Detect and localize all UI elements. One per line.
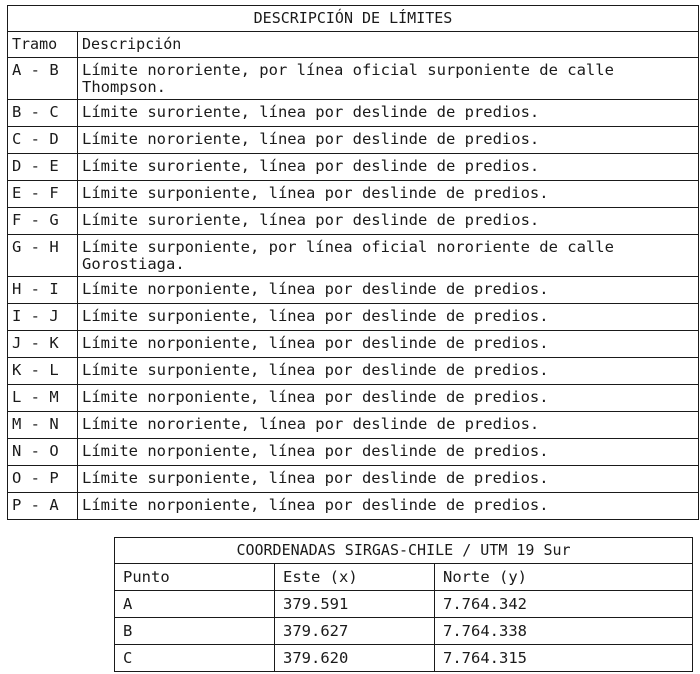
limits-row	[8, 331, 699, 358]
limits-row	[8, 493, 699, 520]
punto-cell: C	[115, 645, 275, 672]
header-norte: Norte (y)	[435, 564, 693, 591]
limits-table	[7, 5, 699, 520]
limits-row	[8, 277, 699, 304]
descripcion-cell: Límite nororiente, línea por deslinde de predios.	[78, 127, 699, 154]
coordinates-row	[115, 591, 693, 618]
limits-row	[8, 439, 699, 466]
tramo-cell: N - O	[8, 439, 78, 466]
descripcion-cell: Límite surponiente, por línea oficial nororiente de calle Gorostiaga.	[78, 235, 699, 277]
coordinates-row	[115, 645, 693, 672]
este-cell: 379.620	[275, 645, 435, 672]
limits-row	[8, 385, 699, 412]
limits-row	[8, 412, 699, 439]
limits-row	[8, 358, 699, 385]
limits-title: DESCRIPCIÓN DE LÍMITES	[8, 6, 699, 32]
limits-row	[8, 208, 699, 235]
tramo-cell: D - E	[8, 154, 78, 181]
coordinates-title-row	[115, 538, 693, 564]
tramo-cell: H - I	[8, 277, 78, 304]
tramo-cell: J - K	[8, 331, 78, 358]
limits-row	[8, 304, 699, 331]
descripcion-cell: Límite norponiente, línea por deslinde de predios.	[78, 385, 699, 412]
punto-cell: A	[115, 591, 275, 618]
tramo-cell: F - G	[8, 208, 78, 235]
tramo-cell: O - P	[8, 466, 78, 493]
norte-cell: 7.764.342	[435, 591, 693, 618]
descripcion-cell: Límite suroriente, línea por deslinde de predios.	[78, 154, 699, 181]
descripcion-cell: Límite suroriente, línea por deslinde de predios.	[78, 100, 699, 127]
norte-cell: 7.764.315	[435, 645, 693, 672]
descripcion-cell: Límite surponiente, línea por deslinde de predios.	[78, 181, 699, 208]
limits-row	[8, 127, 699, 154]
tramo-cell: K - L	[8, 358, 78, 385]
descripcion-cell: Límite nororiente, por línea oficial surponiente de calle Thompson.	[78, 58, 699, 100]
tramo-cell: B - C	[8, 100, 78, 127]
limits-title-row	[8, 6, 699, 32]
coordinates-header-row	[115, 564, 693, 591]
descripcion-cell: Límite norponiente, línea por deslinde de predios.	[78, 331, 699, 358]
tramo-cell: E - F	[8, 181, 78, 208]
header-este: Este (x)	[275, 564, 435, 591]
limits-row	[8, 58, 699, 100]
descripcion-cell: Límite surponiente, línea por deslinde de predios.	[78, 358, 699, 385]
tramo-cell: I - J	[8, 304, 78, 331]
descripcion-cell: Límite norponiente, línea por deslinde de predios.	[78, 493, 699, 520]
limits-row	[8, 235, 699, 277]
coordinates-title: COORDENADAS SIRGAS-CHILE / UTM 19 Sur	[115, 538, 693, 564]
tramo-cell: G - H	[8, 235, 78, 277]
header-descripcion: Descripción	[78, 32, 699, 58]
descripcion-cell: Límite surponiente, línea por deslinde de predios.	[78, 304, 699, 331]
norte-cell: 7.764.338	[435, 618, 693, 645]
tramo-cell: C - D	[8, 127, 78, 154]
descripcion-cell: Límite nororiente, línea por deslinde de predios.	[78, 412, 699, 439]
descripcion-cell: Límite norponiente, línea por deslinde de predios.	[78, 439, 699, 466]
limits-row	[8, 154, 699, 181]
tramo-cell: A - B	[8, 58, 78, 100]
limits-header-row	[8, 32, 699, 58]
descripcion-cell: Límite norponiente, línea por deslinde de predios.	[78, 277, 699, 304]
tramo-cell: M - N	[8, 412, 78, 439]
este-cell: 379.627	[275, 618, 435, 645]
limits-row	[8, 466, 699, 493]
tramo-cell: L - M	[8, 385, 78, 412]
header-tramo: Tramo	[8, 32, 78, 58]
header-punto: Punto	[115, 564, 275, 591]
limits-row	[8, 181, 699, 208]
coordinates-row	[115, 618, 693, 645]
tramo-cell: P - A	[8, 493, 78, 520]
limits-row	[8, 100, 699, 127]
punto-cell: B	[115, 618, 275, 645]
descripcion-cell: Límite surponiente, línea por deslinde de predios.	[78, 466, 699, 493]
descripcion-cell: Límite suroriente, línea por deslinde de predios.	[78, 208, 699, 235]
coordinates-table	[114, 537, 693, 672]
este-cell: 379.591	[275, 591, 435, 618]
